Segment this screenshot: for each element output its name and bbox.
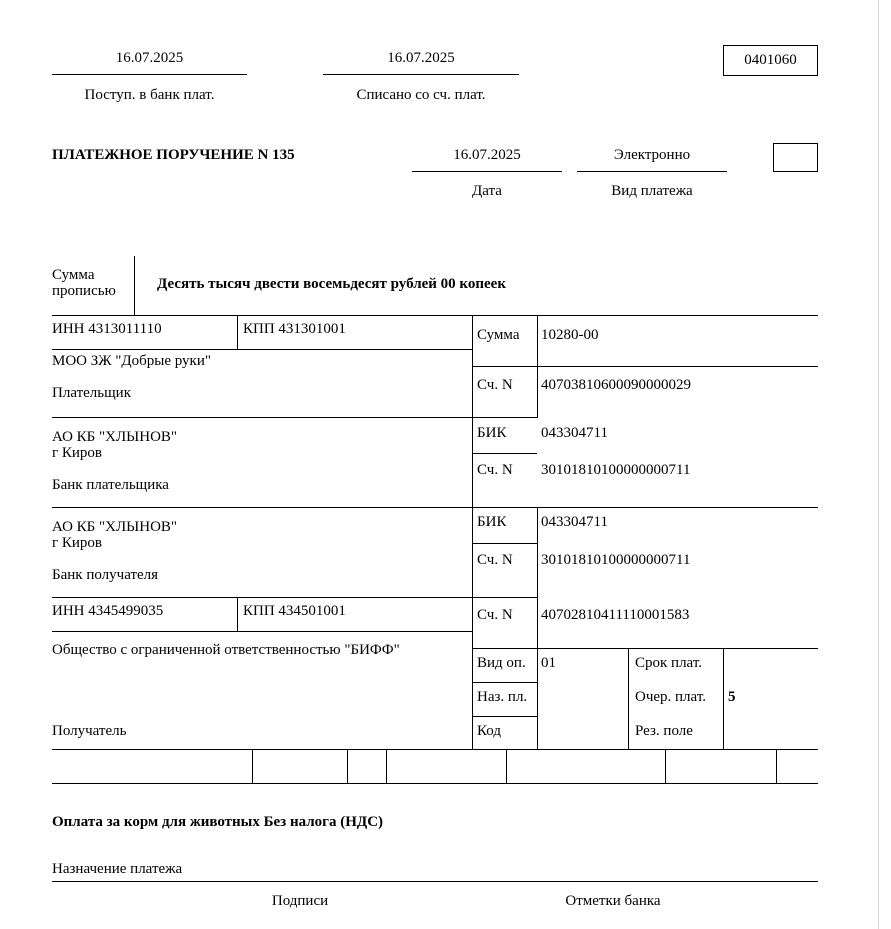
payer-bottom-line: [52, 417, 537, 418]
recipient-bank-name: АО КБ "ХЛЫНОВ": [52, 519, 178, 535]
priority-value: 5: [728, 689, 736, 705]
purpose-code-line: [472, 716, 537, 717]
amount-words-label-2: прописью: [52, 283, 116, 299]
payment-purpose-label: Назначение платежа: [52, 861, 183, 877]
recipient-account-line: [472, 648, 818, 649]
term-label: Срок плат.: [635, 655, 703, 671]
recipient-bank-city: г Киров: [52, 535, 103, 551]
tax-cell-divider-3: [386, 749, 387, 783]
purpose-code-label: Наз. пл.: [477, 689, 528, 705]
payer-label: Плательщик: [52, 385, 131, 401]
status-box: [773, 143, 818, 172]
recipient-bank-bottom-line: [52, 597, 537, 598]
tax-cell-divider-6: [776, 749, 777, 783]
bank-marks-label: Отметки банка: [565, 893, 661, 909]
debited-date: 16.07.2025: [387, 50, 455, 66]
sum-label: Сумма: [477, 327, 520, 343]
recipient-bank-bik: 043304711: [541, 514, 608, 530]
payer-bank-bik-line: [472, 453, 537, 454]
page-edge: [878, 0, 879, 929]
amount-words: Десять тысяч двести восемьдесят рублей 00 копеек: [157, 276, 506, 292]
received-date: 16.07.2025: [115, 50, 184, 66]
payer-inn-line: [52, 349, 472, 350]
signatures-label: Подписи: [271, 893, 329, 909]
tax-cell-divider-2: [347, 749, 348, 783]
grid-vertical-values-3: [537, 648, 538, 749]
debited-date-line: [323, 74, 519, 75]
recipient-label: Получатель: [52, 723, 127, 739]
payer-bank-account-label: Сч. N: [477, 462, 513, 478]
payer-bank-bottom-line: [52, 507, 818, 508]
sum-line: [472, 366, 818, 367]
payer-inn: ИНН 4313011110: [52, 321, 162, 337]
grid-vertical-term-labels: [628, 648, 629, 749]
payer-bank-city: г Киров: [52, 445, 103, 461]
tax-row-bottom-line: [52, 783, 818, 784]
payment-purpose: Оплата за корм для животных Без налога (НДС): [52, 814, 384, 830]
amount-words-label-1: Сумма: [52, 267, 95, 283]
form-code-box: [723, 45, 818, 76]
purpose-bottom-line: [52, 881, 818, 882]
recipient-kpp: КПП 434501001: [243, 603, 346, 619]
grid-vertical-main: [472, 315, 473, 749]
recipient-inn-line: [52, 631, 472, 632]
recipient-bank-bik-line: [472, 543, 537, 544]
document-date: 16.07.2025: [453, 147, 521, 163]
recipient-inn: ИНН 4345499035: [52, 603, 164, 619]
amount-words-divider: [134, 256, 135, 315]
payer-name: МОО ЗЖ "Добрые руки": [52, 353, 211, 369]
grid-line-top: [52, 315, 818, 316]
document-date-label: Дата: [472, 183, 502, 199]
recipient-bank-account: 30101810100000000711: [541, 552, 691, 568]
payer-bank-label: Банк плательщика: [52, 477, 169, 493]
tax-cell-divider-4: [506, 749, 507, 783]
reserve-label: Рез. поле: [635, 723, 693, 739]
sum-value: 10280-00: [541, 327, 599, 343]
tax-cell-divider-5: [665, 749, 666, 783]
received-date-line: [52, 74, 247, 75]
recipient-bank-account-label: Сч. N: [477, 552, 513, 568]
document-title: ПЛАТЕЖНОЕ ПОРУЧЕНИЕ N 135: [52, 147, 295, 163]
payer-bank-name: АО КБ "ХЛЫНОВ": [52, 429, 178, 445]
op-type: 01: [541, 655, 556, 671]
recipient-name: Общество с ограниченной ответственностью "БИФФ": [52, 642, 400, 658]
recipient-account-label: Сч. N: [477, 607, 513, 623]
recipient-bank-label: Банк получателя: [52, 567, 159, 583]
recipient-bank-bik-label: БИК: [477, 514, 507, 530]
payer-kpp: КПП 431301001: [243, 321, 346, 337]
priority-label: Очер. плат.: [635, 689, 706, 705]
payer-bank-account: 30101810100000000711: [541, 462, 691, 478]
recipient-inn-kpp-divider: [237, 597, 238, 631]
grid-vertical-term-values: [723, 648, 724, 749]
recipient-account: 40702810411110001583: [541, 607, 690, 623]
payment-type-line: [577, 171, 727, 172]
form-code: 0401060: [744, 52, 797, 68]
tax-cell-divider-1: [252, 749, 253, 783]
payer-account: 40703810600090000029: [541, 377, 691, 393]
op-type-label: Вид оп.: [477, 655, 526, 671]
payment-type: Электронно: [613, 147, 691, 163]
code-label: Код: [477, 723, 501, 739]
document-date-line: [412, 171, 562, 172]
debited-label: Списано со сч. плат.: [356, 87, 486, 103]
payment-type-label: Вид платежа: [611, 183, 693, 199]
op-type-line: [472, 682, 537, 683]
payer-account-label: Сч. N: [477, 377, 513, 393]
payer-inn-kpp-divider: [237, 315, 238, 349]
grid-vertical-values-2: [537, 507, 538, 648]
payer-bank-bik: 043304711: [541, 425, 608, 441]
payer-bank-bik-label: БИК: [477, 425, 507, 441]
recipient-bottom-line: [52, 749, 818, 750]
received-label: Поступ. в банк плат.: [84, 87, 215, 103]
